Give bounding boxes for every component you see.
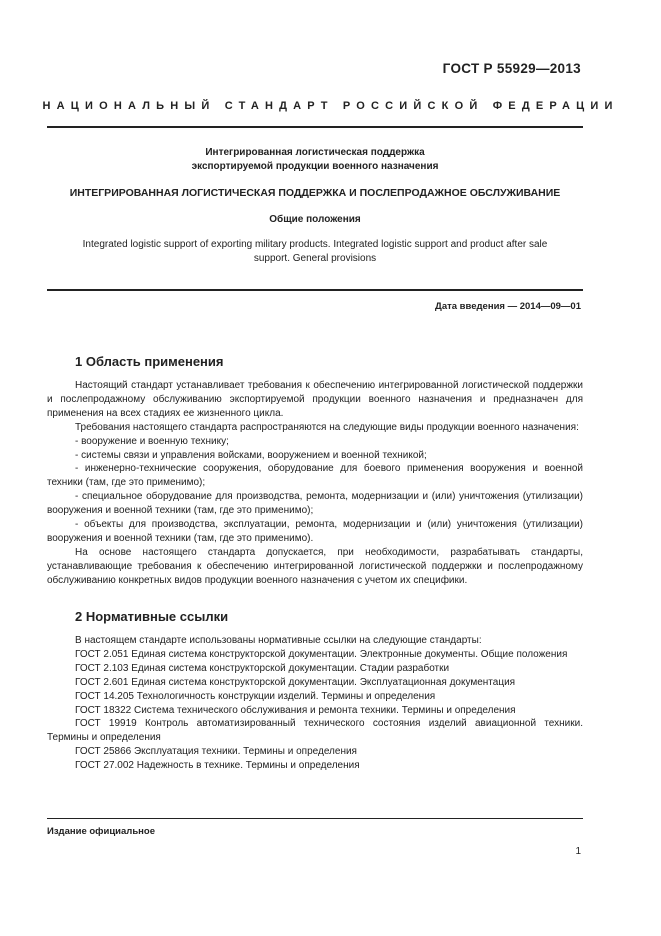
- reference-item: ГОСТ 25866 Эксплуатация техники. Термины и определения: [75, 746, 357, 758]
- title-ru-line1: Интегрированная логистическая поддержка: [205, 147, 425, 158]
- reference-item: ГОСТ 2.051 Единая система конструкторской документации. Электронные документы. Общие положения: [75, 648, 568, 660]
- gost-code: ГОСТ Р 55929—2013: [442, 61, 581, 76]
- section2-heading: 2 Нормативные ссылки: [75, 609, 229, 624]
- section1-body: [47, 379, 583, 588]
- subtitle: Общие положения: [269, 214, 361, 225]
- list-item: - объекты для производства, эксплуатации, ремонта, модернизации и (или) уничтожения (утилизации) вооружения и военной техники (там, где это применимо).: [47, 519, 583, 544]
- section2-intro: В настоящем стандарте использованы нормативные ссылки на следующие стандарты:: [75, 635, 482, 646]
- section1-paragraph: Настоящий стандарт устанавливает требования к обеспечению интегрированной логистической поддержки и послепродажному обслуживанию экспортируемой продукции военного назначения и предназначен для применения на всех стадиях ее жизненного цикла.: [47, 380, 583, 419]
- national-standard-banner: НАЦИОНАЛЬНЫЙ СТАНДАРТ РОССИЙСКОЙ ФЕДЕРАЦИИ: [42, 100, 619, 112]
- section1-paragraph: На основе настоящего стандарта допускается, при необходимости, разрабатывать стандарты, устанавливающие требования к обеспечению интегрированной логистической поддержки и послепродажному обслуживанию конкретных видов продукции военного назначения с учетом их специфики.: [47, 546, 583, 586]
- list-item: - инженерно-технические сооружения, оборудование для боевого применения вооружения и военной техники (там, где это применимо);: [47, 463, 583, 489]
- list-item: - специальное оборудование для производства, ремонта, модернизации и (или) уничтожения (утилизации) вооружения и военной техники (там, где это применимо);: [47, 491, 583, 517]
- header-rule: [47, 126, 583, 128]
- list-item: - вооружение и военную технику;: [75, 435, 229, 447]
- reference-item: ГОСТ 2.601 Единая система конструкторской документации. Эксплуатационная документация: [75, 676, 516, 688]
- title-en-line1: Integrated logistic support of exporting military products. Integrated logistic support and product after sale: [82, 239, 548, 250]
- section2-body: [47, 634, 583, 773]
- footer-rule: [47, 818, 583, 819]
- page-number: 1: [575, 846, 581, 857]
- list-item: - системы связи и управления войсками, вооружением и военной техникой;: [75, 449, 427, 461]
- title-en-line2: support. General provisions: [253, 253, 377, 264]
- official-edition-label: Издание официальное: [47, 826, 155, 837]
- title-ru-main: ИНТЕГРИРОВАННАЯ ЛОГИСТИЧЕСКАЯ ПОДДЕРЖКА И ПОСЛЕПРОДАЖНОЕ ОБСЛУЖИВАНИЕ: [69, 187, 561, 199]
- reference-item: ГОСТ 2.103 Единая система конструкторской документации. Стадии разработки: [75, 662, 450, 674]
- reference-item: ГОСТ 19919 Контроль автоматизированный технического состояния изделий авиационной техники. Термины и определения: [47, 718, 583, 744]
- title-ru: [47, 146, 583, 174]
- reference-item: ГОСТ 18322 Система технического обслуживания и ремонта техники. Термины и определения: [75, 704, 516, 716]
- introduction-date: Дата введения — 2014—09—01: [435, 301, 581, 312]
- reference-item: ГОСТ 27.002 Надежность в технике. Термины и определения: [75, 760, 360, 772]
- section1-heading: 1 Область применения: [75, 354, 224, 369]
- reference-item: ГОСТ 14.205 Технологичность конструкции изделий. Термины и определения: [75, 690, 436, 702]
- section1-paragraph: Требования настоящего стандарта распространяются на следующие виды продукции военного назначения:: [75, 421, 579, 433]
- title-en: [47, 238, 583, 266]
- title-rule: [47, 289, 583, 291]
- title-ru-line2: экспортируемой продукции военного назначения: [191, 161, 439, 172]
